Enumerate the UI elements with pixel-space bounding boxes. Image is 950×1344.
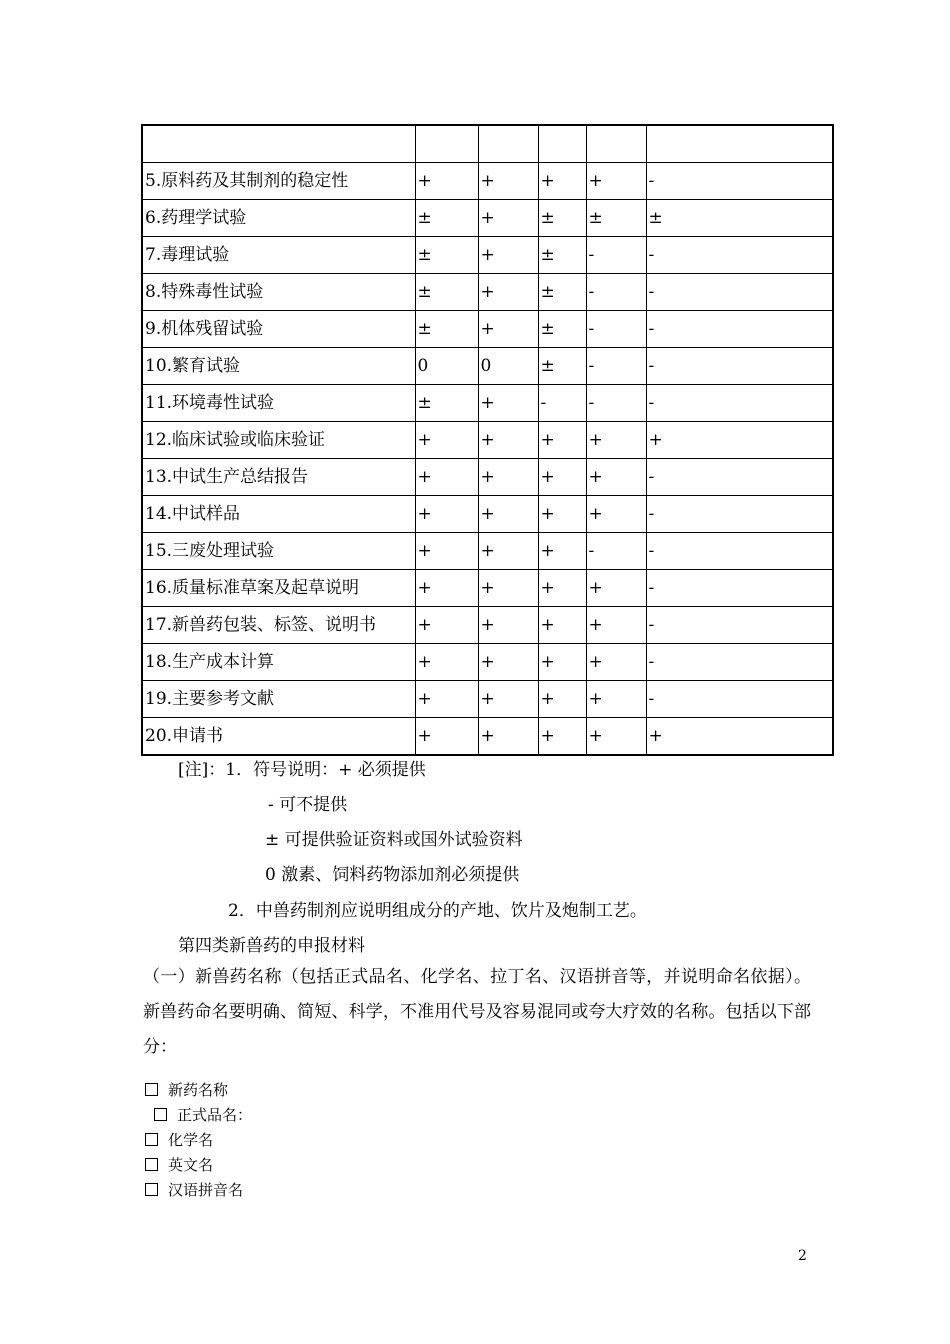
table-symbol-cell: - — [586, 533, 646, 570]
table-symbol-cell: + — [415, 533, 478, 570]
table-symbol-cell: + — [586, 459, 646, 496]
table-symbol-cell: + — [538, 570, 586, 607]
table-symbol-cell: - — [646, 459, 833, 496]
table-symbol-cell: - — [646, 385, 833, 422]
table-symbol-cell: - — [646, 274, 833, 311]
table-symbol-cell: + — [415, 607, 478, 644]
table-symbol-cell: + — [478, 274, 538, 311]
table-symbol-cell: - — [646, 644, 833, 681]
checklist-label: 汉语拼音名 — [168, 1181, 244, 1199]
table-row — [142, 533, 833, 570]
table-item-cell: 7.毒理试验 — [142, 237, 415, 274]
table-symbol-cell: + — [415, 496, 478, 533]
table-symbol-cell: + — [538, 459, 586, 496]
table-symbol-cell: - — [586, 274, 646, 311]
table-row — [142, 311, 833, 348]
table-symbol-cell: + — [478, 459, 538, 496]
table-symbol-cell: ± — [538, 237, 586, 274]
note-line-5: 2．中兽药制剂应说明组成分的产地、饮片及炮制工艺。 — [228, 901, 647, 921]
table-row — [142, 496, 833, 533]
table-symbol-cell: + — [586, 718, 646, 756]
note-line-1: [注]：1．符号说明：+ 必须提供 — [178, 760, 426, 780]
checkbox-icon[interactable] — [145, 1183, 158, 1196]
table-symbol-cell: - — [646, 533, 833, 570]
table-row — [142, 681, 833, 718]
table-symbol-cell: + — [415, 163, 478, 200]
table-symbol-cell: + — [538, 496, 586, 533]
table-symbol-cell: + — [538, 422, 586, 459]
table-symbol-cell: ± — [538, 274, 586, 311]
table-item-cell: 14.中试样品 — [142, 496, 415, 533]
table-symbol-cell: + — [478, 570, 538, 607]
table-symbol-cell: + — [415, 459, 478, 496]
table-symbol-cell: + — [586, 681, 646, 718]
checklist-label: 化学名 — [168, 1131, 214, 1149]
table-symbol-cell: ± — [538, 311, 586, 348]
table-row — [142, 570, 833, 607]
table-symbol-cell: ± — [538, 348, 586, 385]
note-line-3: ± 可提供验证资料或国外试验资料 — [265, 830, 523, 850]
table-item-cell: 16.质量标准草案及起草说明 — [142, 570, 415, 607]
table-row — [142, 237, 833, 274]
table-symbol-cell: - — [646, 163, 833, 200]
table-symbol-cell: + — [478, 422, 538, 459]
table-symbol-cell: - — [646, 311, 833, 348]
section-heading: 第四类新兽药的申报材料 — [178, 936, 365, 956]
note-line-4: 0 激素、饲料药物添加剂必须提供 — [265, 865, 520, 885]
table-item-cell: 8.特殊毒性试验 — [142, 274, 415, 311]
table-item-cell: 10.繁育试验 — [142, 348, 415, 385]
table-symbol-cell: + — [478, 718, 538, 756]
table-symbol-cell: + — [538, 533, 586, 570]
requirements-table-body — [142, 125, 833, 755]
table-symbol-cell: + — [586, 607, 646, 644]
checklist-label: 英文名 — [168, 1156, 214, 1174]
table-symbol-cell: 0 — [478, 348, 538, 385]
table-symbol-cell — [538, 125, 586, 163]
checkbox-icon[interactable] — [145, 1133, 158, 1146]
table-symbol-cell: ± — [415, 385, 478, 422]
table-symbol-cell — [586, 125, 646, 163]
table-row — [142, 385, 833, 422]
table-row — [142, 125, 833, 163]
table-symbol-cell: + — [478, 200, 538, 237]
table-item-cell — [142, 125, 415, 163]
table-symbol-cell: + — [478, 607, 538, 644]
table-symbol-cell: + — [478, 496, 538, 533]
table-symbol-cell: + — [415, 681, 478, 718]
table-symbol-cell: + — [478, 644, 538, 681]
table-symbol-cell: + — [586, 570, 646, 607]
checklist-label: 新药名称 — [168, 1081, 229, 1099]
table-row — [142, 422, 833, 459]
checkbox-icon[interactable] — [145, 1083, 158, 1096]
table-symbol-cell: + — [586, 163, 646, 200]
paragraph-name-requirements: （一）新兽药名称（包括正式品名、化学名、拉丁名、汉语拼音等，并说明命名依据）。新兽药命名要明确、简短、科学，不准用代号及容易混同或夸大疗效的名称。包括以下部分： — [143, 967, 811, 1057]
table-symbol-cell: - — [646, 607, 833, 644]
table-symbol-cell: + — [586, 644, 646, 681]
table-row — [142, 459, 833, 496]
checklist-item[interactable] — [145, 1103, 252, 1128]
table-symbol-cell: + — [478, 385, 538, 422]
table-symbol-cell: - — [646, 496, 833, 533]
table-symbol-cell: ± — [646, 200, 833, 237]
table-symbol-cell: ± — [415, 274, 478, 311]
table-row — [142, 348, 833, 385]
checklist-item[interactable] — [145, 1153, 252, 1178]
table-item-cell: 18.生产成本计算 — [142, 644, 415, 681]
table-symbol-cell: ± — [586, 200, 646, 237]
table-symbol-cell: + — [538, 681, 586, 718]
table-symbol-cell: - — [538, 385, 586, 422]
checklist — [145, 1078, 252, 1203]
table-symbol-cell: ± — [538, 200, 586, 237]
table-symbol-cell: - — [586, 311, 646, 348]
table-symbol-cell: + — [586, 422, 646, 459]
table-symbol-cell: - — [646, 681, 833, 718]
table-symbol-cell: - — [646, 570, 833, 607]
requirements-table — [141, 124, 834, 756]
table-item-cell: 5.原料药及其制剂的稳定性 — [142, 163, 415, 200]
checklist-item[interactable] — [145, 1178, 252, 1203]
table-symbol-cell: + — [478, 681, 538, 718]
table-symbol-cell: ± — [415, 200, 478, 237]
table-symbol-cell: ± — [415, 311, 478, 348]
table-item-cell: 9.机体残留试验 — [142, 311, 415, 348]
table-symbol-cell — [415, 125, 478, 163]
table-symbol-cell: + — [478, 311, 538, 348]
table-symbol-cell: + — [646, 718, 833, 756]
table-symbol-cell: - — [646, 237, 833, 274]
table-symbol-cell — [646, 125, 833, 163]
table-symbol-cell: ± — [415, 237, 478, 274]
table-row — [142, 200, 833, 237]
checklist-label: 正式品名： — [177, 1106, 253, 1124]
table-symbol-cell: + — [586, 496, 646, 533]
table-item-cell: 11.环境毒性试验 — [142, 385, 415, 422]
table-item-cell: 12.临床试验或临床验证 — [142, 422, 415, 459]
table-symbol-cell: - — [586, 348, 646, 385]
table-symbol-cell: 0 — [415, 348, 478, 385]
table-row — [142, 607, 833, 644]
table-item-cell: 17.新兽药包装、标签、说明书 — [142, 607, 415, 644]
table-symbol-cell: + — [415, 644, 478, 681]
table-symbol-cell: + — [415, 718, 478, 756]
table-item-cell: 6.药理学试验 — [142, 200, 415, 237]
table-row — [142, 644, 833, 681]
checkbox-icon[interactable] — [145, 1158, 158, 1171]
table-symbol-cell: + — [646, 422, 833, 459]
table-symbol-cell — [478, 125, 538, 163]
table-symbol-cell: - — [586, 385, 646, 422]
table-symbol-cell: - — [646, 348, 833, 385]
note-line-2: - 可不提供 — [268, 795, 348, 815]
table-symbol-cell: + — [478, 237, 538, 274]
checklist-item[interactable] — [145, 1128, 252, 1153]
table-symbol-cell: + — [415, 570, 478, 607]
page-number: 2 — [798, 1248, 807, 1264]
table-row — [142, 274, 833, 311]
checkbox-icon[interactable] — [154, 1108, 167, 1121]
table-symbol-cell: + — [538, 607, 586, 644]
table-symbol-cell: - — [586, 237, 646, 274]
table-symbol-cell: + — [478, 533, 538, 570]
table-item-cell: 15.三废处理试验 — [142, 533, 415, 570]
table-row — [142, 718, 833, 756]
table-item-cell: 13.中试生产总结报告 — [142, 459, 415, 496]
table-symbol-cell: + — [538, 644, 586, 681]
table-item-cell: 19.主要参考文献 — [142, 681, 415, 718]
table-row — [142, 163, 833, 200]
table-symbol-cell: + — [478, 163, 538, 200]
table-symbol-cell: + — [415, 422, 478, 459]
table-symbol-cell: + — [538, 163, 586, 200]
table-item-cell: 20.申请书 — [142, 718, 415, 756]
table-symbol-cell: + — [538, 718, 586, 756]
checklist-item[interactable] — [145, 1078, 252, 1103]
